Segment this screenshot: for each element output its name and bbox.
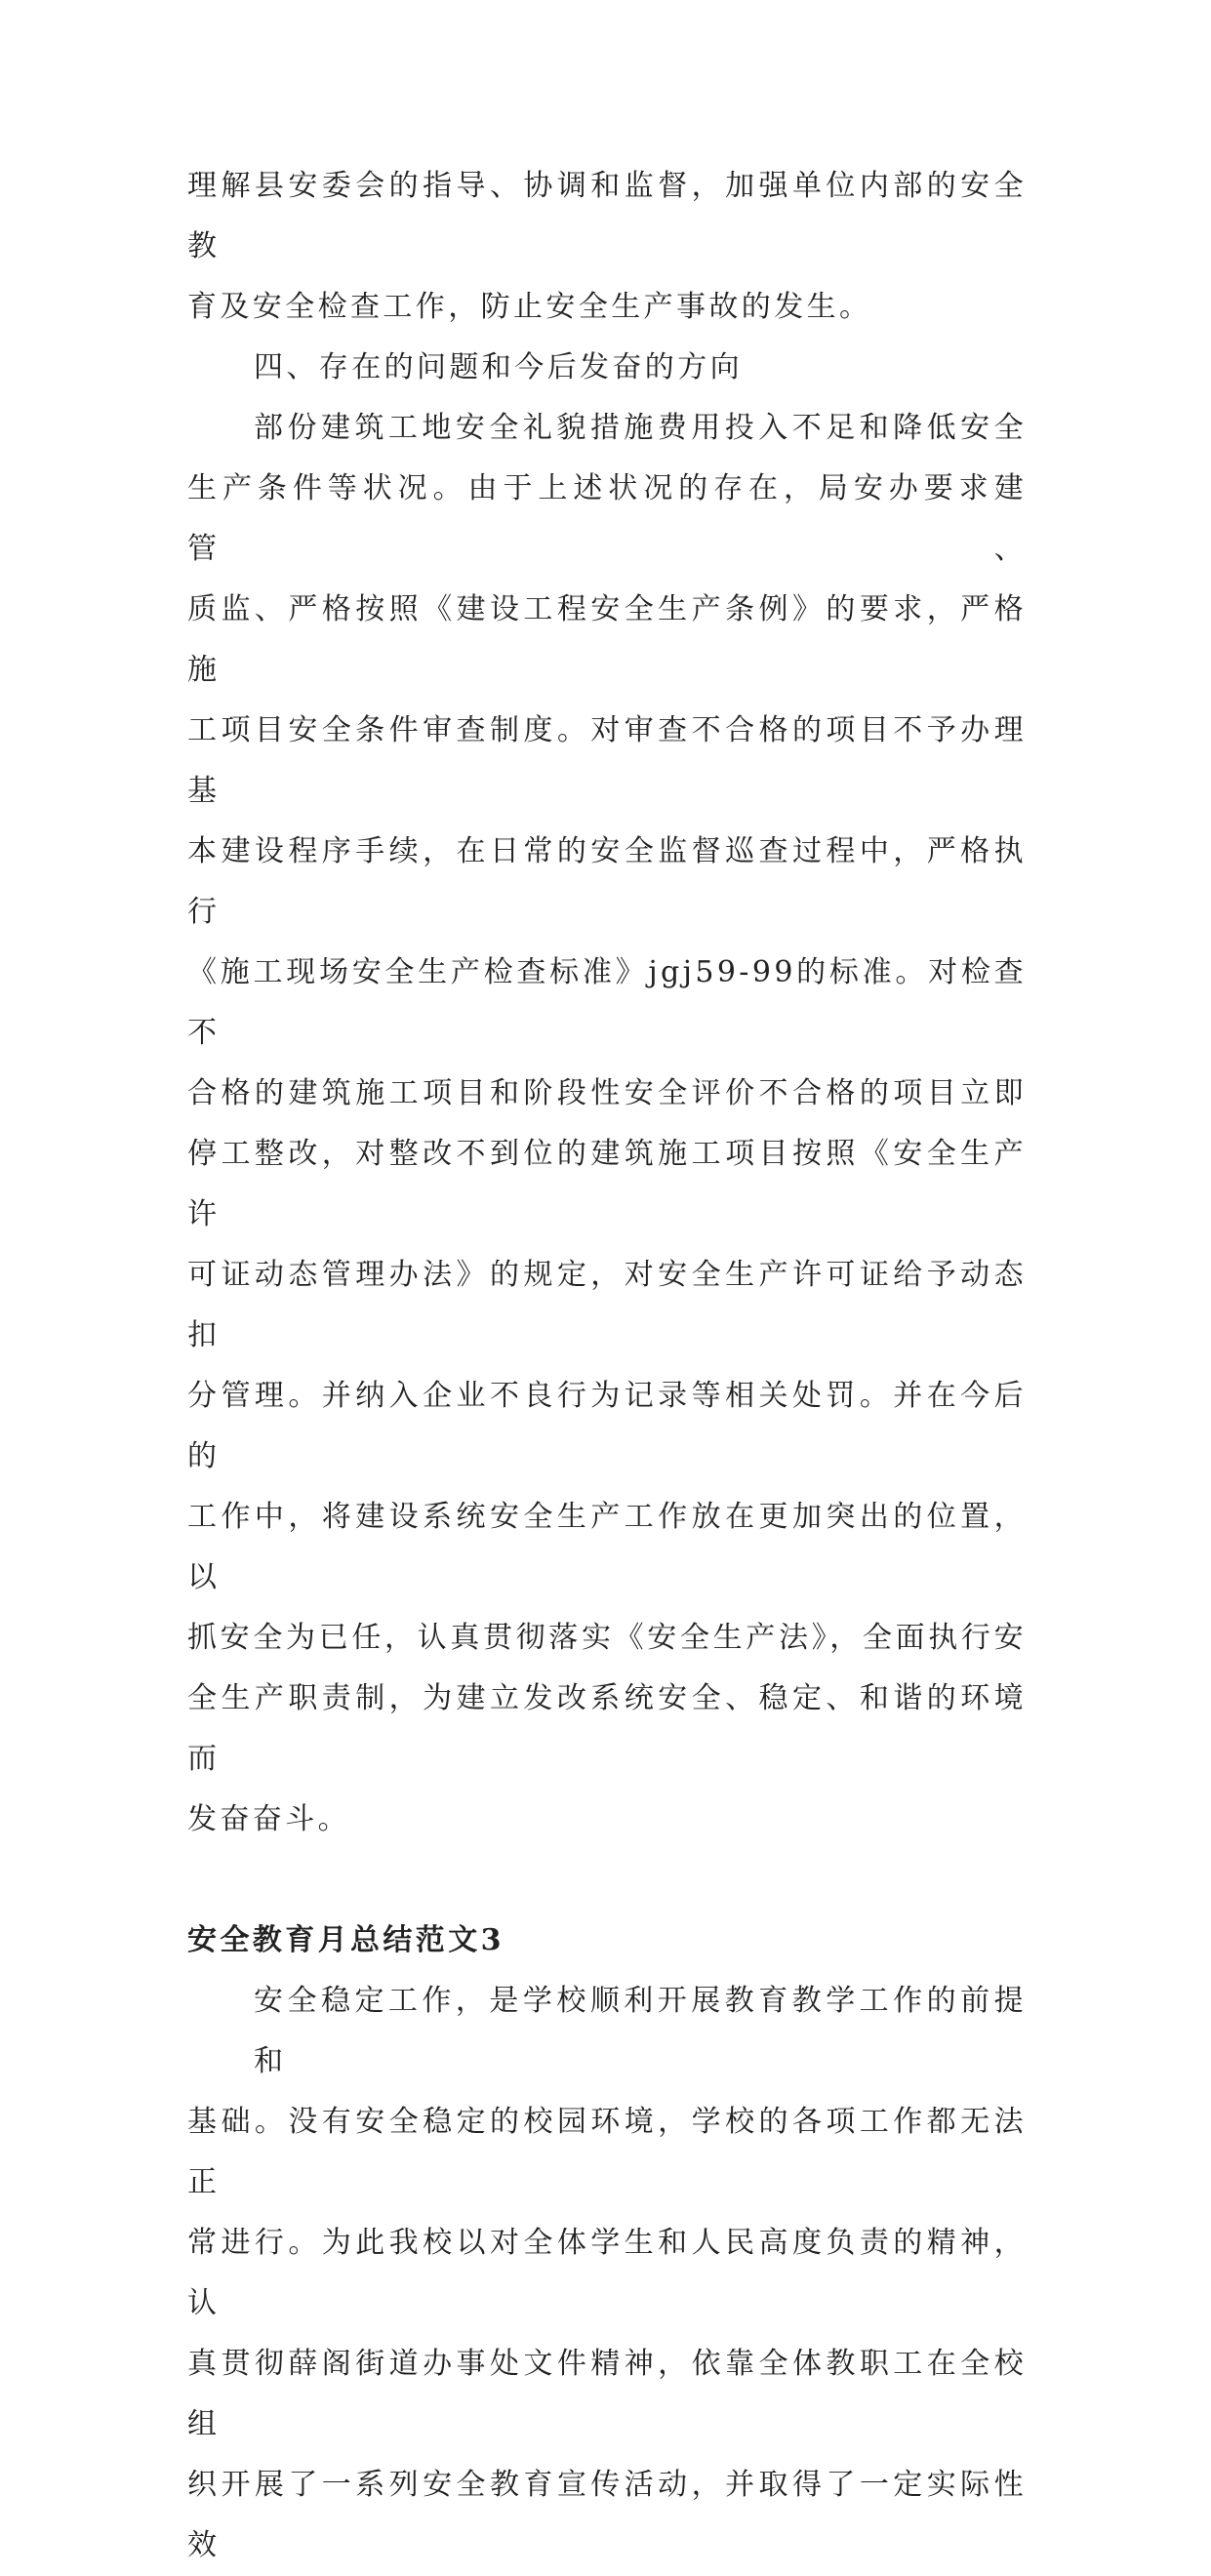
text-line: 育及安全检查工作，防止安全生产事故的发生。: [187, 290, 872, 324]
text-line: 工项目安全条件审查制度。对审查不合格的项目不予办理基: [187, 713, 1027, 808]
text-line: 停工整改，对整改不到位的建筑施工项目按照《安全生产许: [187, 1137, 1027, 1231]
text-line: 织开展了一系列安全教育宣传活动，并取得了一定实际性效: [187, 2468, 1027, 2562]
text-line: 合格的建筑施工项目和阶段性安全评价不合格的项目立即: [187, 1076, 1027, 1110]
paragraph-problems: [187, 398, 1027, 1850]
text-line: 真贯彻薛阁街道办事处文件精神，依靠全体教职工在全校组: [187, 2347, 1027, 2441]
text-line: 《施工现场安全生产检查标准》jgj59-99的标准。对检查不: [187, 955, 1027, 1050]
text-line: 抓安全为已任，认真贯彻落实《安全生产法》，全面执行安: [187, 1621, 1027, 1655]
paragraph-section-intro: [187, 1971, 1027, 2576]
text-line: 生产条件等状况。由于上述状况的存在，局安办要求建管、: [187, 471, 1027, 566]
text-line: 四、存在的问题和今后发奋的方向: [254, 350, 743, 384]
paragraph-continuation: [187, 156, 1027, 338]
section-title: 安全教育月总结范文3: [187, 1923, 505, 1957]
text-line: 分管理。并纳入企业不良行为记录等相关处罚。并在今后的: [187, 1379, 1027, 1473]
text-line: 工作中，将建设系统安全生产工作放在更加突出的位置，以: [187, 1500, 1027, 1594]
text-line: 本建设程序手续，在日常的安全监督巡查过程中，严格执行: [187, 834, 1027, 929]
text-line: 安全稳定工作，是学校顺利开展教育教学工作的前提和: [254, 1984, 1027, 2078]
text-line: 理解县安委会的指导、协调和监督，加强单位内部的安全教: [187, 169, 1027, 263]
text-line: 基础。没有安全稳定的校园环境，学校的各项工作都无法正: [187, 2105, 1027, 2199]
text-line: 发奋奋斗。: [187, 1802, 350, 1836]
text-line: 质监、严格按照《建设工程安全生产条例》的要求，严格施: [187, 592, 1027, 687]
document-body: [187, 156, 1027, 2576]
text-line: 部份建筑工地安全礼貌措施费用投入不足和降低安全: [254, 411, 1027, 445]
section-subheading: [187, 338, 1027, 398]
text-line: 可证动态管理办法》的规定，对安全生产许可证给予动态扣: [187, 1258, 1027, 1352]
text-line: 常进行。为此我校以对全体学生和人民高度负责的精神，认: [187, 2226, 1027, 2320]
text-line: 全生产职责制，为建立发改系统安全、稳定、和谐的环境而: [187, 1681, 1027, 1776]
